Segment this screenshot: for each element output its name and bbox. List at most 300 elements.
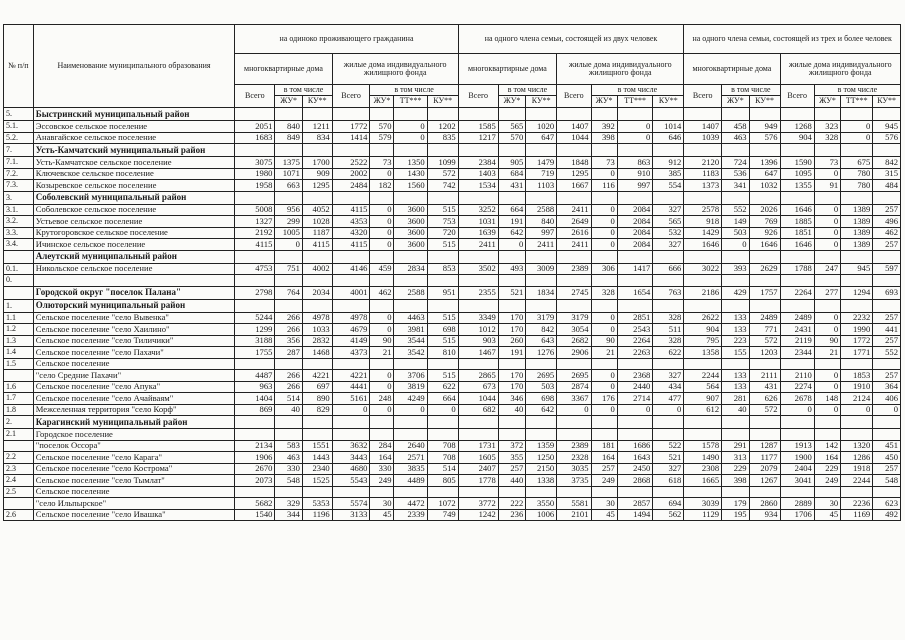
- value-cell: 597: [873, 263, 901, 275]
- row-number: 3.: [4, 191, 34, 204]
- value-cell: 0: [722, 239, 749, 251]
- value-cell: 0: [370, 168, 394, 180]
- value-cell: [841, 299, 873, 312]
- value-cell: [617, 299, 653, 312]
- value-cell: 1731: [458, 440, 498, 452]
- table-row: [4, 463, 901, 475]
- row-number: 2.6: [4, 509, 34, 521]
- value-cell: [275, 275, 302, 287]
- value-cell: 3544: [394, 335, 427, 347]
- value-cell: 521: [653, 452, 684, 464]
- value-cell: 0: [591, 312, 617, 324]
- value-cell: 364: [873, 381, 901, 393]
- value-cell: 522: [653, 440, 684, 452]
- value-cell: 572: [749, 335, 780, 347]
- value-cell: 1242: [458, 509, 498, 521]
- value-cell: 905: [498, 157, 525, 169]
- value-cell: 4052: [302, 204, 332, 216]
- value-cell: 0: [814, 204, 840, 216]
- table-row: [4, 358, 901, 370]
- value-cell: 458: [722, 121, 749, 133]
- table-row: [4, 324, 901, 336]
- value-cell: [841, 358, 873, 370]
- value-cell: [722, 358, 749, 370]
- value-cell: 643: [526, 335, 557, 347]
- value-cell: 1430: [394, 168, 427, 180]
- value-cell: 626: [749, 393, 780, 405]
- value-cell: 1012: [458, 324, 498, 336]
- value-cell: 459: [370, 263, 394, 275]
- value-cell: 291: [722, 440, 749, 452]
- value-cell: [684, 191, 722, 204]
- value-cell: [370, 486, 394, 498]
- value-cell: [370, 191, 394, 204]
- settlement-name: Эссовское сельское поселение: [33, 121, 235, 133]
- value-cell: [427, 429, 458, 441]
- value-cell: [275, 144, 302, 157]
- value-cell: [841, 429, 873, 441]
- value-cell: 805: [427, 475, 458, 487]
- value-cell: [557, 486, 591, 498]
- value-cell: 2695: [526, 370, 557, 382]
- value-cell: 583: [275, 440, 302, 452]
- value-cell: 73: [814, 157, 840, 169]
- header-mkd-1: многоквартирные дома: [235, 54, 332, 85]
- value-cell: 0: [814, 239, 840, 251]
- value-cell: 771: [749, 324, 780, 336]
- value-cell: 515: [427, 312, 458, 324]
- value-cell: [332, 250, 370, 263]
- value-cell: [749, 250, 780, 263]
- value-cell: [458, 250, 498, 263]
- value-cell: 484: [873, 180, 901, 192]
- value-cell: 223: [722, 335, 749, 347]
- value-cell: 0: [841, 132, 873, 144]
- value-cell: [275, 358, 302, 370]
- row-number: 1.4: [4, 347, 34, 359]
- value-cell: 853: [427, 263, 458, 275]
- value-cell: 431: [498, 180, 525, 192]
- value-cell: 564: [684, 381, 722, 393]
- value-cell: [302, 358, 332, 370]
- value-cell: [814, 429, 840, 441]
- value-cell: 306: [591, 263, 617, 275]
- value-cell: [749, 144, 780, 157]
- district-heading: Городской округ "поселок Палана": [33, 286, 235, 299]
- value-cell: 1990: [841, 324, 873, 336]
- value-cell: 496: [873, 216, 901, 228]
- value-cell: [332, 108, 370, 121]
- value-cell: [332, 275, 370, 287]
- value-cell: 1183: [684, 168, 722, 180]
- value-cell: 1177: [749, 452, 780, 464]
- value-cell: [873, 191, 901, 204]
- value-cell: 548: [873, 475, 901, 487]
- value-cell: 647: [526, 132, 557, 144]
- value-cell: [526, 299, 557, 312]
- header-zhu: ЖУ*: [498, 96, 525, 108]
- value-cell: [814, 250, 840, 263]
- value-cell: 863: [617, 157, 653, 169]
- value-cell: [780, 429, 814, 441]
- value-cell: 1479: [526, 157, 557, 169]
- settlement-name: Сельское поселение "село Ачайваям": [33, 393, 235, 405]
- value-cell: 179: [722, 498, 749, 510]
- value-cell: 287: [275, 347, 302, 359]
- value-cell: 2034: [302, 286, 332, 299]
- row-number: [4, 250, 34, 263]
- row-number: 7.2.: [4, 168, 34, 180]
- value-cell: [684, 108, 722, 121]
- header-group-two: на одного члена семьи, состоящей из двух человек: [458, 25, 684, 54]
- value-cell: 327: [653, 463, 684, 475]
- value-cell: 1320: [841, 440, 873, 452]
- value-cell: [427, 299, 458, 312]
- settlement-name: Сельское поселение "село Тымлат": [33, 475, 235, 487]
- value-cell: [591, 358, 617, 370]
- settlement-name: Сельское поселение "село Тиличики": [33, 335, 235, 347]
- value-cell: [526, 416, 557, 429]
- value-cell: [370, 108, 394, 121]
- value-cell: 1211: [302, 121, 332, 133]
- value-cell: 90: [591, 335, 617, 347]
- value-cell: 1525: [302, 475, 332, 487]
- value-cell: 0: [275, 239, 302, 251]
- value-cell: 328: [591, 286, 617, 299]
- value-cell: 257: [873, 312, 901, 324]
- value-cell: 3835: [394, 463, 427, 475]
- value-cell: 2865: [458, 370, 498, 382]
- value-cell: 73: [591, 157, 617, 169]
- value-cell: 1771: [841, 347, 873, 359]
- value-cell: [498, 429, 525, 441]
- value-cell: [749, 358, 780, 370]
- value-cell: 515: [427, 335, 458, 347]
- value-cell: 440: [498, 475, 525, 487]
- value-cell: [332, 191, 370, 204]
- value-cell: 4680: [332, 463, 370, 475]
- value-cell: 372: [498, 440, 525, 452]
- value-cell: 3252: [458, 204, 498, 216]
- value-cell: [275, 429, 302, 441]
- value-cell: 1848: [557, 157, 591, 169]
- value-cell: 1639: [458, 227, 498, 239]
- value-cell: [653, 299, 684, 312]
- value-cell: 0: [591, 216, 617, 228]
- value-cell: 441: [873, 324, 901, 336]
- value-cell: 257: [591, 463, 617, 475]
- table-row: [4, 157, 901, 169]
- value-cell: 3443: [332, 452, 370, 464]
- value-cell: 0: [780, 404, 814, 416]
- header-izhs-2: жилые дома индивидуального жилищного фонда: [557, 54, 684, 85]
- value-cell: 0: [394, 132, 427, 144]
- value-cell: 0: [591, 381, 617, 393]
- value-cell: [370, 250, 394, 263]
- table-row: [4, 144, 901, 157]
- value-cell: 565: [498, 121, 525, 133]
- value-cell: 0: [814, 381, 840, 393]
- value-cell: 1407: [684, 121, 722, 133]
- value-cell: [684, 358, 722, 370]
- value-cell: 1005: [275, 227, 302, 239]
- value-cell: [653, 416, 684, 429]
- value-cell: 1910: [841, 381, 873, 393]
- value-cell: 1885: [780, 216, 814, 228]
- value-cell: [617, 250, 653, 263]
- value-cell: [235, 416, 275, 429]
- value-cell: 30: [814, 498, 840, 510]
- value-cell: 708: [427, 440, 458, 452]
- value-cell: [526, 250, 557, 263]
- settlement-name: Сельское поселение "село Хаилино": [33, 324, 235, 336]
- value-cell: 2640: [394, 440, 427, 452]
- settlement-name: "село Ильпырское": [33, 498, 235, 510]
- value-cell: 835: [427, 132, 458, 144]
- value-cell: 926: [749, 227, 780, 239]
- value-cell: [275, 250, 302, 263]
- header-incl: в том числе: [722, 85, 780, 96]
- value-cell: 398: [591, 132, 617, 144]
- value-cell: 1031: [458, 216, 498, 228]
- value-cell: 434: [653, 381, 684, 393]
- value-cell: 694: [653, 498, 684, 510]
- header-zhu: ЖУ*: [814, 96, 840, 108]
- header-total: Всего: [557, 85, 591, 108]
- value-cell: [235, 299, 275, 312]
- value-cell: 2834: [394, 263, 427, 275]
- value-cell: 1605: [458, 452, 498, 464]
- value-cell: 462: [873, 227, 901, 239]
- value-cell: 0: [370, 312, 394, 324]
- value-cell: 2431: [780, 324, 814, 336]
- value-cell: 4221: [302, 370, 332, 382]
- value-cell: 5244: [235, 312, 275, 324]
- value-cell: 249: [370, 475, 394, 487]
- value-cell: [873, 486, 901, 498]
- settlement-name: Ключевское сельское поселение: [33, 168, 235, 180]
- value-cell: 2384: [458, 157, 498, 169]
- value-cell: 503: [526, 381, 557, 393]
- header-incl: в том числе: [498, 85, 556, 96]
- district-heading: Быстринский муниципальный район: [33, 108, 235, 121]
- value-cell: 355: [498, 452, 525, 464]
- value-cell: 3035: [557, 463, 591, 475]
- value-cell: [427, 144, 458, 157]
- value-cell: 2522: [332, 157, 370, 169]
- value-cell: 623: [873, 498, 901, 510]
- value-cell: [235, 250, 275, 263]
- value-cell: 2389: [557, 440, 591, 452]
- value-cell: 2119: [780, 335, 814, 347]
- value-cell: 0: [841, 121, 873, 133]
- value-cell: 266: [275, 370, 302, 382]
- value-cell: 1590: [780, 157, 814, 169]
- value-cell: [370, 358, 394, 370]
- table-row: [4, 299, 901, 312]
- value-cell: 1772: [332, 121, 370, 133]
- value-cell: [591, 486, 617, 498]
- value-cell: 3039: [684, 498, 722, 510]
- value-cell: 2411: [557, 239, 591, 251]
- value-cell: 2798: [235, 286, 275, 299]
- value-cell: 622: [427, 381, 458, 393]
- value-cell: [841, 108, 873, 121]
- value-cell: 1683: [235, 132, 275, 144]
- value-cell: [302, 299, 332, 312]
- value-cell: 4002: [302, 263, 332, 275]
- value-cell: [617, 358, 653, 370]
- value-cell: 1396: [749, 157, 780, 169]
- value-cell: 30: [370, 498, 394, 510]
- value-cell: 73: [370, 157, 394, 169]
- value-cell: 1755: [235, 347, 275, 359]
- value-cell: 463: [722, 132, 749, 144]
- value-cell: [591, 144, 617, 157]
- value-cell: 2868: [617, 475, 653, 487]
- value-cell: [370, 429, 394, 441]
- table-row: [4, 132, 901, 144]
- value-cell: 1407: [557, 121, 591, 133]
- value-cell: 2328: [557, 452, 591, 464]
- value-cell: [427, 358, 458, 370]
- row-number: 2.4: [4, 475, 34, 487]
- value-cell: 2571: [394, 452, 427, 464]
- value-cell: 697: [302, 381, 332, 393]
- value-cell: 247: [814, 263, 840, 275]
- value-cell: 2578: [684, 204, 722, 216]
- value-cell: 1443: [302, 452, 332, 464]
- value-cell: 4115: [332, 239, 370, 251]
- table-row: [4, 486, 901, 498]
- value-cell: [370, 416, 394, 429]
- value-cell: 719: [526, 168, 557, 180]
- value-cell: 133: [722, 381, 749, 393]
- table-row: [4, 275, 901, 287]
- value-cell: 720: [427, 227, 458, 239]
- value-cell: 4320: [332, 227, 370, 239]
- value-cell: 2232: [841, 312, 873, 324]
- value-cell: 5574: [332, 498, 370, 510]
- value-cell: [557, 144, 591, 157]
- value-cell: [749, 486, 780, 498]
- value-cell: [653, 250, 684, 263]
- value-cell: 0: [394, 121, 427, 133]
- value-cell: 618: [653, 475, 684, 487]
- value-cell: 4221: [332, 370, 370, 382]
- value-cell: [780, 250, 814, 263]
- row-number: 5.2.: [4, 132, 34, 144]
- row-number: 2.5: [4, 486, 34, 498]
- value-cell: 0: [370, 204, 394, 216]
- value-cell: 0: [814, 324, 840, 336]
- value-cell: 552: [873, 347, 901, 359]
- value-cell: 647: [749, 168, 780, 180]
- value-cell: 890: [302, 393, 332, 405]
- row-number: 3.3.: [4, 227, 34, 239]
- value-cell: 1359: [526, 440, 557, 452]
- value-cell: 3054: [557, 324, 591, 336]
- value-cell: 257: [873, 335, 901, 347]
- value-cell: 2073: [235, 475, 275, 487]
- value-cell: 2084: [617, 204, 653, 216]
- district-heading: Усть-Камчатский муниципальный район: [33, 144, 235, 157]
- value-cell: 2906: [557, 347, 591, 359]
- value-cell: [332, 416, 370, 429]
- value-cell: 1014: [653, 121, 684, 133]
- value-cell: [332, 144, 370, 157]
- value-cell: 1778: [458, 475, 498, 487]
- settlement-name: Городское поселение: [33, 429, 235, 441]
- value-cell: 909: [302, 168, 332, 180]
- value-cell: [873, 299, 901, 312]
- value-cell: [235, 191, 275, 204]
- value-cell: 3179: [526, 312, 557, 324]
- value-cell: 1404: [235, 393, 275, 405]
- value-cell: [498, 144, 525, 157]
- value-cell: [814, 486, 840, 498]
- value-cell: 0: [591, 370, 617, 382]
- value-cell: 3022: [684, 263, 722, 275]
- value-cell: 5581: [557, 498, 591, 510]
- value-cell: 398: [722, 475, 749, 487]
- value-cell: [814, 191, 840, 204]
- value-cell: 2110: [780, 370, 814, 382]
- value-cell: [684, 144, 722, 157]
- value-cell: 176: [591, 393, 617, 405]
- housing-standards-table: [3, 24, 901, 521]
- table-row: [4, 191, 901, 204]
- value-cell: 1389: [841, 204, 873, 216]
- value-cell: 170: [498, 324, 525, 336]
- value-cell: [722, 108, 749, 121]
- value-cell: 2002: [332, 168, 370, 180]
- value-cell: 1646: [780, 239, 814, 251]
- header-zhu: ЖУ*: [370, 96, 394, 108]
- header-ku: КУ**: [653, 96, 684, 108]
- value-cell: [749, 191, 780, 204]
- value-cell: 284: [370, 440, 394, 452]
- value-cell: 2489: [749, 312, 780, 324]
- value-cell: [235, 358, 275, 370]
- value-cell: 0: [591, 227, 617, 239]
- value-cell: 133: [722, 370, 749, 382]
- value-cell: [814, 108, 840, 121]
- value-cell: 918: [684, 216, 722, 228]
- value-cell: 1900: [780, 452, 814, 464]
- value-cell: 3367: [557, 393, 591, 405]
- value-cell: 2111: [749, 370, 780, 382]
- district-heading: Соболевский муниципальный район: [33, 191, 235, 204]
- value-cell: [653, 144, 684, 157]
- value-cell: 21: [370, 347, 394, 359]
- settlement-name: Сельское поселение "село Ивашка": [33, 509, 235, 521]
- value-cell: 2832: [302, 335, 332, 347]
- value-cell: [591, 250, 617, 263]
- value-cell: 0: [427, 404, 458, 416]
- value-cell: [394, 486, 427, 498]
- value-cell: 2489: [780, 312, 814, 324]
- value-cell: 3349: [458, 312, 498, 324]
- value-cell: 2588: [394, 286, 427, 299]
- value-cell: [394, 144, 427, 157]
- settlement-name: Устьевое сельское поселение: [33, 216, 235, 228]
- value-cell: 0: [814, 216, 840, 228]
- value-cell: 1534: [458, 180, 498, 192]
- value-cell: 780: [841, 168, 873, 180]
- row-number: 1.7: [4, 393, 34, 405]
- row-number: 3.1.: [4, 204, 34, 216]
